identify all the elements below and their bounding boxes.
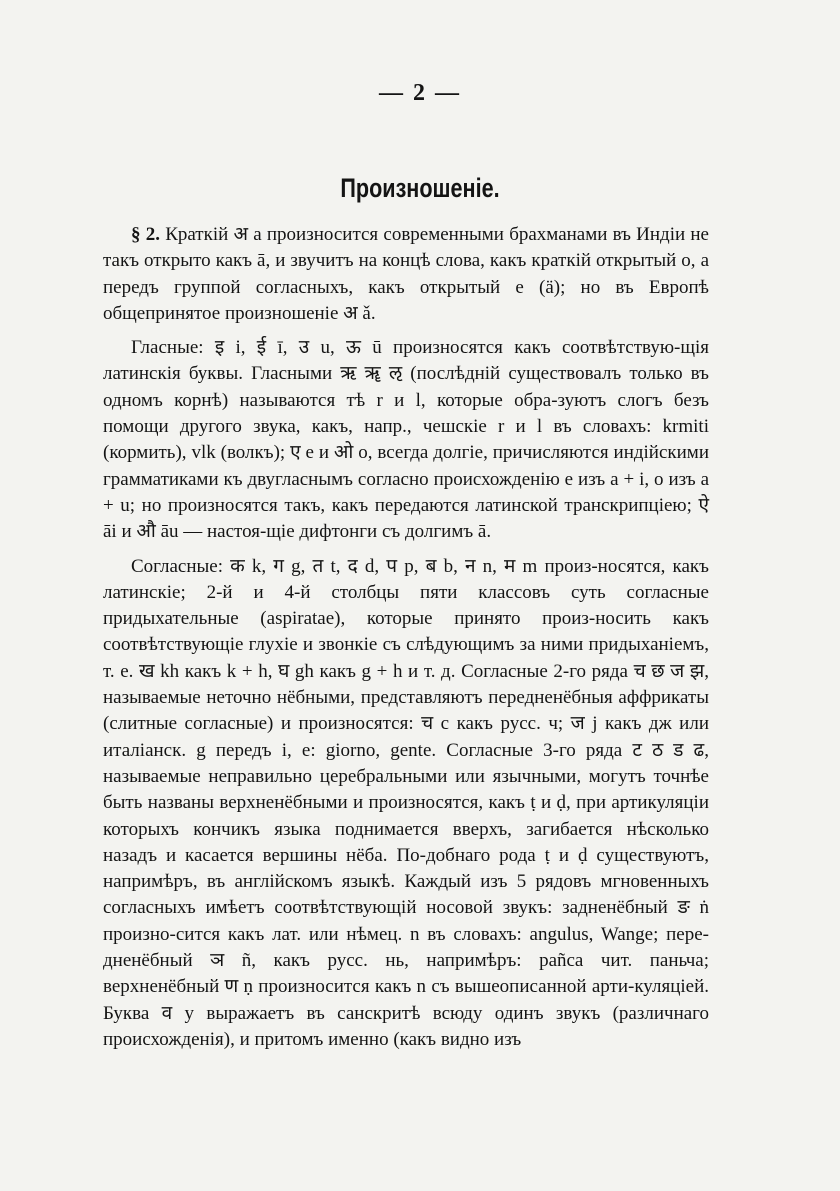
section-heading: Произношеніе. <box>340 173 500 203</box>
paragraph <box>103 335 709 545</box>
body-text <box>103 222 709 1061</box>
paragraph-text: Согласные: क k, ग g, त t, द d, प p, ब b, न n, म m произ-носятся, какъ латинскіе; 2-й и 4-й столбцы пяти классовъ суть согласные придыхательные (aspiratae), которые принято произ-носить какъ соотвѣтствующіе глухіе и звонкіе съ слѣдующимъ за ними придыханіемъ, т. е. ख kh какъ k + h, घ gh какъ g + h и т. д. Согласные 2-го ряда च छ ज झ, называемые неточно нёбными, представляютъ передненёбныя аффрикаты (слитные согласные) и произносятся: च c какъ русс. ч; ज j какъ дж или италіанск. g передъ i, e: giorno, gente. Согласные 3-го ряда ट ठ ड ढ, называемые неправильно церебральными или язычными, могутъ точнѣе быть названы верхненёбными и произносятся, какъ ṭ и ḍ, при артикуляціи которыхъ кончикъ языка поднимается вверхъ, загибается нѣсколько назадъ и касается вершины нёба. По-добнаго рода ṭ и ḍ существуютъ, напримѣръ, въ англійскомъ языкѣ. Каждый изъ 5 рядовъ мгновенныхъ согласныхъ имѣетъ соотвѣтствующій носовой звукъ: задненёбный ङ ṅ произно-сится какъ лат. или нѣмец. n въ словахъ: angulus, Wange; пере-дненёбный ञ ñ, какъ русс. нь, напримѣръ: pañca чит. паньча; верхненёбный ण ṇ произносится какъ n съ вышеописанной арти-куляціей. Буква व у выражаетъ въ санскритѣ всюду одинъ звукъ (различнаго происхожденія), и притомъ именно (какъ видно изъ <box>103 555 709 1050</box>
page-number: — 2 — <box>379 80 461 106</box>
paragraph <box>103 222 709 327</box>
paragraph <box>103 554 709 1054</box>
paragraph-text: Краткій अ а произносится современными брахманами въ Индіи не такъ открыто какъ ā, и звучитъ на концѣ слова, какъ краткій открытый о, а передъ группой согласныхъ, какъ открытый е (ä); но въ Европѣ общепринятое произношеніе अ ǎ. <box>103 224 709 324</box>
paragraph-text: Гласные: इ i, ई ī, उ u, ऊ ū произносятся какъ соотвѣтствую-щія латинскія буквы. Гласными ऋ ॠ ऌ (послѣдній существовалъ только въ одномъ корнѣ) называются тѣ r и l, которые обра-зуютъ слогъ безъ помощи другого звука, какъ, напр., чешскіе r и l въ словахъ: krmiti (кормить), vlk (волкъ); ए e и ओ o, всегда долгіе, причисляются индійскими грамматиками къ двугласнымъ согласно происхожденію e изъ a + i, o изъ a + u; но произносятся такъ, какъ передаются латинской транскрипціею; ऐ āi и औ āu — настоя-щіе дифтонги съ долгимъ ā. <box>103 337 709 543</box>
section-mark: § 2. <box>131 224 160 245</box>
